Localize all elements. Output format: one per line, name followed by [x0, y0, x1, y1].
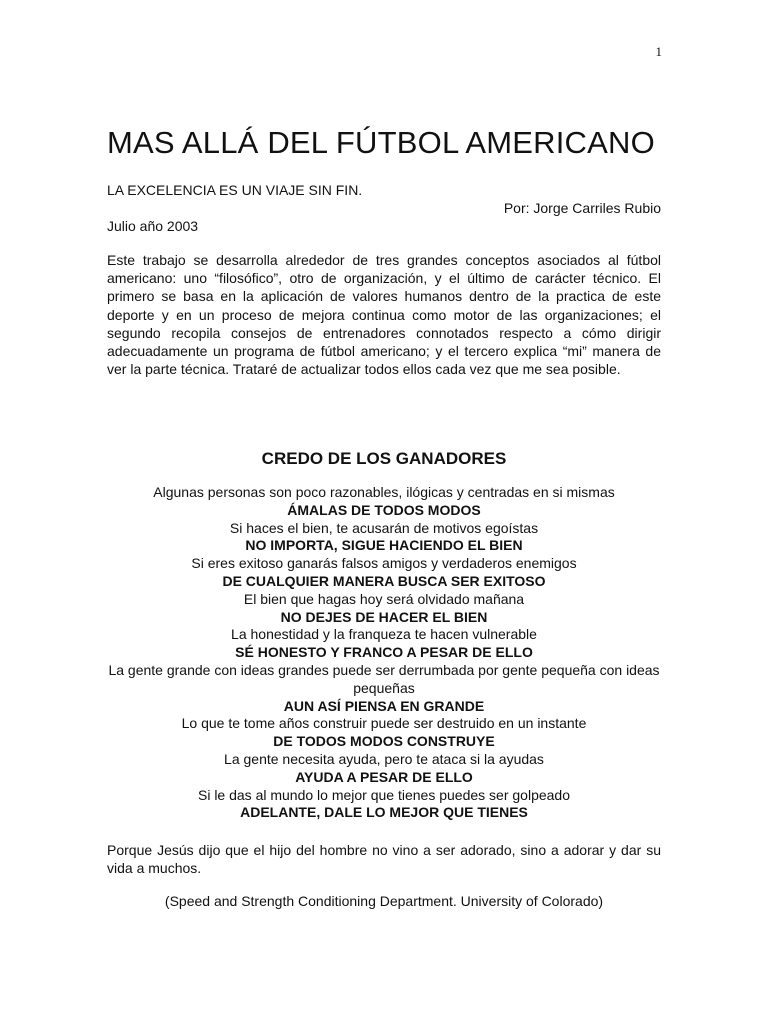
- credo-block: [107, 484, 661, 822]
- credo-response: AYUDA A PESAR DE ELLO: [295, 768, 473, 785]
- credo-line: Si eres exitoso ganarás falsos amigos y verdaderos enemigos: [191, 555, 577, 572]
- date-line: Julio año 2003: [107, 218, 199, 234]
- document-title: MAS ALLÁ DEL FÚTBOL AMERICANO: [107, 125, 655, 160]
- credo-line: Si haces el bien, te acusarán de motivos egoístas: [229, 519, 539, 536]
- credo-line: La honestidad y la franqueza te hacen vulnerable: [231, 626, 537, 643]
- credo-line: El bien que hagas hoy será olvidado mañana: [243, 590, 525, 607]
- credo-response: ÁMALAS DE TODOS MODOS: [287, 501, 481, 518]
- credo-response: AUN ASÍ PIENSA EN GRANDE: [283, 697, 485, 714]
- source-citation: (Speed and Strength Conditioning Department. University of Colorado): [164, 893, 604, 909]
- credo-response: NO IMPORTA, SIGUE HACIENDO EL BIEN: [245, 537, 523, 554]
- credo-response: DE CUALQUIER MANERA BUSCA SER EXITOSO: [222, 572, 546, 589]
- credo-response: SÉ HONESTO Y FRANCO A PESAR DE ELLO: [235, 644, 533, 661]
- credo-line: Lo que te tome años construir puede ser destruido en un instante: [181, 715, 587, 732]
- credo-line: La gente necesita ayuda, pero te ataca si la ayudas: [224, 750, 544, 767]
- credo-line: La gente grande con ideas grandes puede ser derrumbada por gente pequeña con ideas pequeñas: [108, 661, 660, 696]
- closing-paragraph: Porque Jesús dijo que el hijo del hombre no vino a ser adorado, sino a adorar y dar su vida a muchos.: [107, 842, 661, 877]
- credo-line: Si le das al mundo lo mejor que tienes puedes ser golpeado: [197, 786, 571, 803]
- credo-response: DE TODOS MODOS CONSTRUYE: [273, 733, 495, 750]
- credo-line: Algunas personas son poco razonables, ilógicas y centradas en si mismas: [153, 484, 615, 500]
- credo-response: ADELANTE, DALE LO MEJOR QUE TIENES: [240, 804, 528, 821]
- page-number: 1: [655, 44, 662, 59]
- credo-heading: CREDO DE LOS GANADORES: [261, 449, 507, 468]
- intro-paragraph: Este trabajo se desarrolla alrededor de tres grandes conceptos asociados al fútbol americano: uno “filosófico”, otro de organización, y el último de carácter técnico. El primero se basa en la aplicación de valores humanos dentro de la practica de este deporte y en un proceso de mejora continua como motor de las organizaciones; el segundo recopila consejos de entrenadores connotados respecto a cómo dirigir adecuadamente un programa de fútbol americano; y el tercero explica “mi” manera de ver la parte técnica. Trataré de actualizar todos ellos cada vez que me sea posible.: [107, 252, 661, 378]
- credo-response: NO DEJES DE HACER EL BIEN: [280, 608, 488, 625]
- document-subtitle: LA EXCELENCIA ES UN VIAJE SIN FIN.: [107, 182, 363, 198]
- author-line: Por: Jorge Carriles Rubio: [503, 200, 661, 216]
